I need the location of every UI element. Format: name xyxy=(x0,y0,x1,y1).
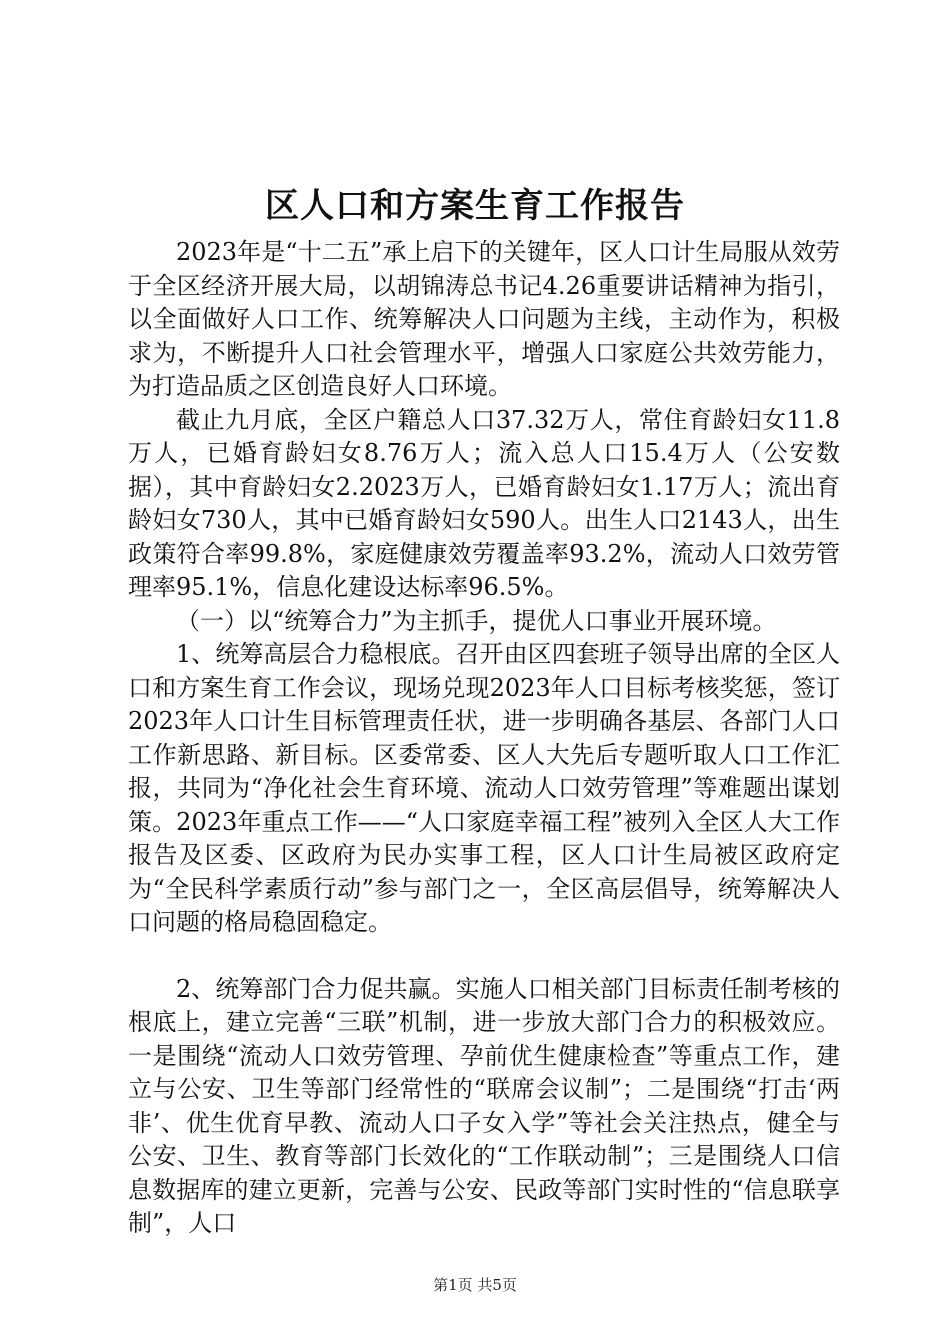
document-body xyxy=(128,236,840,1241)
document-title: 区人口和方案生育工作报告 xyxy=(265,186,685,226)
paragraph-statistics: 截止九月底，全区户籍总人口37.32万人，常住育龄妇女11.8万人，已婚育龄妇女8.76万人；流入总人口15.4万人（公安数据），其中育龄妇女2.2023万人，已婚育龄妇女1.17万人；流出育龄妇女730人，其中已婚育龄妇女590人。出生人口2143人，出生政策符合率99.8%，家庭健康效劳覆盖率93.2%，流动人口效劳管理率95.1%，信息化建设达标率96.5%。 xyxy=(128,405,840,601)
paragraph-item-2: 2、统筹部门合力促共赢。实施人口相关部门目标责任制考核的根底上，建立完善“三联”机制，进一步放大部门合力的积极效应。一是围绕“流动人口效劳管理、孕前优生健康检查”等重点工作，建立与公安、卫生等部门经常性的“联席会议制”；二是围绕“打击‘两非’、优生优育早教、流动人口子女入学”等社会关注热点，健全与公安、卫生、教育等部门长效化的“工作联动制”；三是围绕人口信息数据库的建立更新，完善与公安、民政等部门实时性的“信息联享制”，人口 xyxy=(128,974,840,1237)
paragraph-item-1: 1、统筹高层合力稳根底。召开由区四套班子领导出席的全区人口和方案生育工作会议，现场兑现2023年人口目标考核奖惩，签订2023年人口计生目标管理责任状，进一步明确各基层、各部门人口工作新思路、新目标。区委常委、区人大先后专题听取人口工作汇报，共同为“净化社会生育环境、流动人口效劳管理”等难题出谋划策。2023年重点工作——“人口家庭幸福工程”被列入全区人大工作报告及区委、区政府为民办实事工程，区人口计生局被区政府定为“全民科学素质行动”参与部门之一，全区高层倡导，统筹解决人口问题的格局稳固稳定。 xyxy=(128,640,840,936)
page-number-footer: 第1页 共5页 xyxy=(433,1276,517,1294)
paragraph-intro: 2023年是“十二五”承上启下的关键年，区人口计生局服从效劳于全区经济开展大局，以胡锦涛总书记4.26重要讲话精神为指引，以全面做好人口工作、统筹解决人口问题为主线，主动作为，积极求为，不断提升人口社会管理水平，增强人口家庭公共效劳能力，为打造品质之区创造良好人口环境。 xyxy=(128,238,840,400)
paragraph-section-heading: （一）以“统筹合力”为主抓手，提优人口事业开展环境。 xyxy=(176,606,777,635)
